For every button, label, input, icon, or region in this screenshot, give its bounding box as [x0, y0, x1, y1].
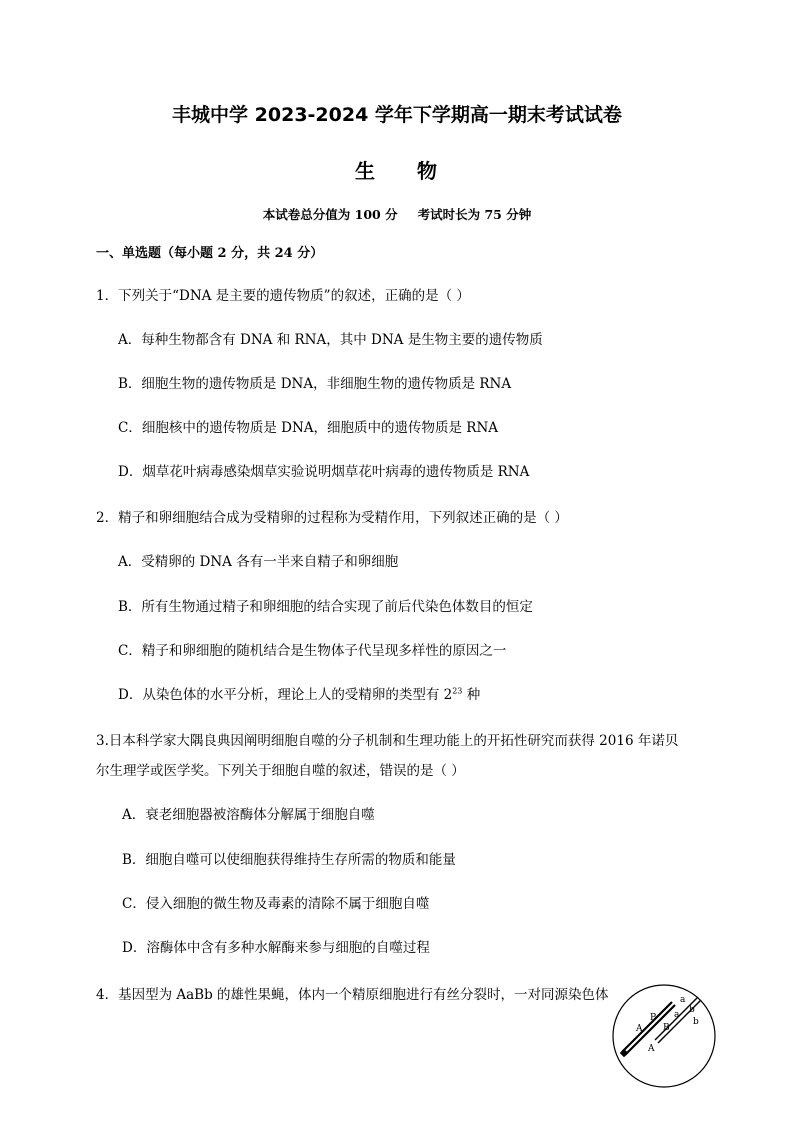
question-1-option-a: A．每种生物都含有 DNA 和 RNA，其中 DNA 是生物主要的遗传物质 [118, 332, 543, 348]
subject-char-1: 生 [355, 159, 377, 183]
exponent: 23 [452, 686, 463, 696]
question-2-option-c: C．精子和卵细胞的随机结合是生物体子代呈现多样性的原因之一 [118, 643, 507, 659]
exam-info [0, 205, 794, 223]
total-score: 本试卷总分值为 100 分 [262, 207, 398, 222]
question-1-option-b: B．细胞生物的遗传物质是 DNA，非细胞生物的遗传物质是 RNA [118, 376, 512, 392]
gene-label-b3: B [663, 1023, 670, 1033]
cell-chromosome-diagram [610, 982, 718, 1090]
subject-heading [0, 155, 794, 184]
question-3-option-b: B．细胞自噬可以使细胞获得维持生存所需的物质和能量 [122, 852, 456, 868]
gene-label-b1: B [650, 1013, 657, 1023]
gene-label-b4: b [693, 1017, 699, 1027]
cell-membrane [613, 985, 715, 1087]
section-heading: 一、单选题（每小题 2 分，共 24 分） [96, 246, 324, 261]
question-3-option-d: D．溶酶体中含有多种水解酶来参与细胞的自噬过程 [122, 940, 430, 956]
time-limit: 考试时长为 75 分钟 [417, 207, 532, 222]
gene-label-a2: a [680, 995, 686, 1005]
exam-title: 丰城中学 2023-2024 学年下学期高一期末考试试卷 [172, 104, 622, 126]
question-2-stem: 2．精子和卵细胞结合成为受精卵的过程称为受精作用，下列叙述正确的是（ ） [96, 510, 568, 526]
gene-label-b2: b [689, 1005, 695, 1015]
gene-label-a4: a [674, 1010, 680, 1020]
option-d-suffix: 种 [462, 687, 481, 703]
question-3-option-c: C．侵入细胞的微生物及毒素的清除不属于细胞自噬 [122, 896, 430, 912]
question-1-option-d: D．烟草花叶病毒感染烟草实验说明烟草花叶病毒的遗传物质是 RNA [118, 464, 530, 480]
question-1-option-c: C．细胞核中的遗传物质是 DNA，细胞质中的遗传物质是 RNA [118, 420, 499, 436]
question-2-option-b: B．所有生物通过精子和卵细胞的结合实现了前后代染色体数目的恒定 [118, 599, 533, 615]
question-2-option-a: A．受精卵的 DNA 各有一半来自精子和卵细胞 [118, 554, 399, 570]
question-4-stem: 4．基因型为 AaBb 的雄性果蝇，体内一个精原细胞进行有丝分裂时，一对同源染色体 [96, 987, 609, 1003]
question-3-stem-line-1: 3.日本科学家大隅良典因阐明细胞自噬的分子机制和生理功能上的开拓性研究而获得 2016 年诺贝 [96, 733, 679, 749]
question-3-option-a: A．衰老细胞器被溶酶体分解属于细胞自噬 [122, 807, 375, 823]
question-1-stem: 1．下列关于“DNA 是主要的遗传物质”的叙述，正确的是（ ） [96, 288, 470, 304]
option-d-text: D．从染色体的水平分析，理论上人的受精卵的类型有 2 [118, 687, 453, 703]
question-3-stem-line-2: 尔生理学或医学奖。下列关于细胞自噬的叙述，错误的是（ ） [96, 763, 465, 779]
question-2-option-d [118, 683, 480, 703]
subject-char-2: 物 [417, 159, 439, 183]
gene-label-a1: A [636, 1024, 643, 1034]
gene-label-a3: A [648, 1044, 655, 1054]
